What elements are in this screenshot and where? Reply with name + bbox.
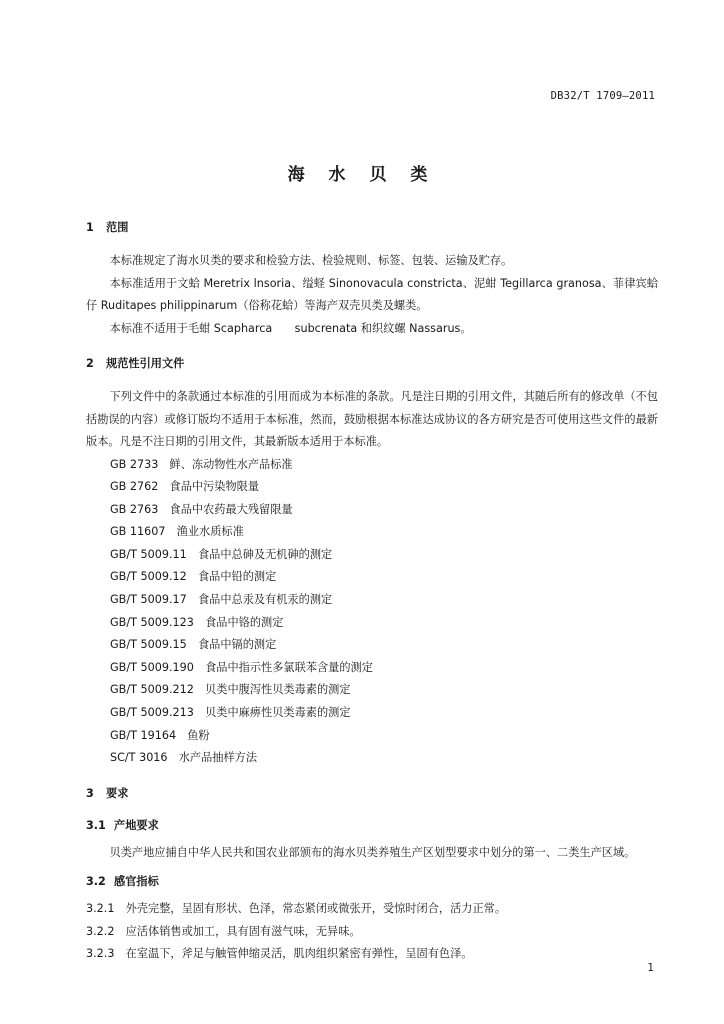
reference-item: GB/T 5009.11 食品中总砷及无机砷的测定 — [110, 547, 333, 561]
sensory-item: 3.2.3 在室温下，斧足与触管伸缩灵活，肌肉组织紧密有弹性，呈固有色泽。 — [86, 947, 473, 961]
scope-paragraph-3: 本标准不适用于毛蚶 Scapharca subcrenata 和织纹螺 Nassarus。 — [109, 321, 472, 335]
reference-item: GB/T 5009.12 食品中铅的测定 — [110, 570, 277, 584]
page-number: 1 — [647, 962, 654, 974]
subsection-title: 产地要求 — [114, 818, 159, 832]
section-title: 规范性引用文件 — [106, 357, 185, 370]
section-1-heading — [86, 218, 658, 238]
reference-item: GB/T 5009.190 食品中指示性多氯联苯含量的测定 — [110, 660, 373, 674]
reference-item: GB 2763 食品中农药最大残留限量 — [110, 502, 293, 516]
reference-item: GB/T 5009.123 食品中铬的测定 — [110, 615, 284, 629]
sensory-item: 3.2.1 外壳完整，呈固有形状、色泽，常态紧闭或微张开，受惊时闭合，活力正常。 — [86, 902, 507, 916]
document-body — [86, 218, 658, 966]
scope-paragraph-1: 本标准规定了海水贝类的要求和检验方法、检验规则、标签、包装、运输及贮存。 — [109, 254, 513, 267]
section-number: 2 — [86, 357, 94, 370]
section-number: 1 — [86, 221, 94, 234]
scope-paragraph-2: 本标准适用于文蛤 Meretrix lnsoria、缢蛏 Sinonovacula constricta、泥蚶 Tegillarca granosa、菲律宾蛤仔 Ruditapes philippinarum（俗称花蛤）等海产双壳贝类及螺类。 — [86, 276, 658, 312]
subsection-title: 感官指标 — [114, 875, 159, 889]
subsection-number: 3.1 — [86, 818, 106, 832]
subsection-3-2-heading — [86, 872, 658, 892]
reference-item: GB/T 5009.17 食品中总汞及有机汞的测定 — [110, 593, 333, 607]
reference-item: GB 11607 渔业水质标准 — [110, 525, 244, 539]
reference-item: GB 2733 鲜、冻动物性水产品标准 — [110, 457, 293, 471]
subsection-number: 3.2 — [86, 875, 106, 889]
section-number: 3 — [86, 786, 94, 800]
reference-item: GB/T 19164 鱼粉 — [110, 728, 210, 742]
reference-item: GB/T 5009.212 贝类中腹泻性贝类毒素的测定 — [110, 683, 351, 697]
reference-list — [86, 454, 658, 770]
reference-item: GB/T 5009.213 贝类中麻痹性贝类毒素的测定 — [110, 706, 351, 720]
origin-requirement-text: 贝类产地应捕自中华人民共和国农业部颁布的海水贝类养殖生产区划型要求中划分的第一、二类生产区域。 — [109, 845, 636, 859]
reference-item: SC/T 3016 水产品抽样方法 — [110, 751, 258, 765]
sensory-item: 3.2.2 应活体销售或加工，具有固有滋气味，无异味。 — [86, 924, 361, 938]
document-code: DB32/T 1709—2011 — [550, 90, 655, 102]
reference-item: GB 2762 食品中污染物限量 — [110, 480, 260, 494]
section-title: 要求 — [106, 786, 129, 800]
references-intro: 下列文件中的条款通过本标准的引用而成为本标准的条款。凡是注日期的引用文件，其随后所有的修改单（不包括勘误的内容）或修订版均不适用于本标准，然而，鼓励根据本标准达成协议的各方研究是否可使用这些文件的最新版本。凡是不注日期的引用文件，其最新版本适用于本标准。 — [86, 390, 658, 448]
document-title: 海 水 贝 类 — [287, 165, 437, 185]
section-2-heading — [86, 354, 658, 374]
section-3-heading — [86, 784, 658, 804]
section-title: 范围 — [106, 221, 129, 234]
reference-item: GB/T 5009.15 食品中镉的测定 — [110, 638, 277, 652]
subsection-3-1-heading — [86, 816, 658, 836]
